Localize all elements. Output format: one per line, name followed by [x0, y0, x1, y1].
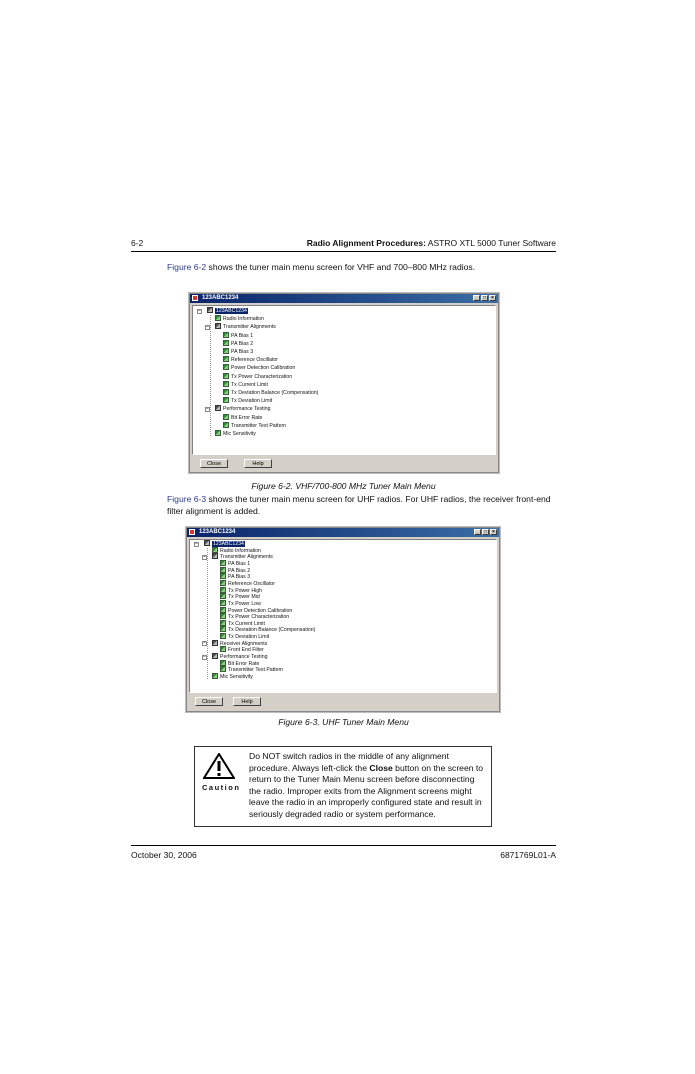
tree-item-label: Tx Power Characterization — [231, 373, 293, 380]
caution-line: seriously degraded radio or system performance. — [249, 808, 436, 819]
maximize-icon[interactable]: □ — [483, 529, 488, 535]
alignment-icon — [223, 332, 229, 338]
window-title-bar — [190, 294, 498, 303]
tree-item-label: Tx Deviation Balance (Compensation) — [228, 627, 316, 634]
alignment-icon — [223, 414, 229, 420]
tree-item[interactable] — [223, 356, 278, 364]
tree-item-label: Tx Power Characterization — [228, 614, 290, 621]
tree-item-label: PA Bias 3 — [231, 349, 254, 355]
tree-item[interactable] — [223, 348, 253, 356]
collapse-icon[interactable]: − — [203, 653, 206, 660]
tree-item[interactable] — [223, 422, 286, 430]
tree-item[interactable] — [223, 381, 268, 389]
tree-item-label: Transmitter Test Pattern — [231, 422, 287, 429]
tree-item[interactable] — [223, 340, 253, 348]
running-header-bold: Radio Alignment Procedures: — [306, 238, 426, 248]
close-button[interactable]: Close — [200, 459, 228, 468]
close-icon[interactable]: × — [489, 295, 496, 301]
tree-item[interactable] — [223, 332, 253, 340]
tree-item-label: Reference Oscillator — [231, 357, 278, 364]
intro-2-text-line1: shows the tuner main menu screen for UHF radios. For UHF radios, the receiver front-end — [206, 494, 551, 504]
tree-item-label: Performance Testing — [223, 406, 271, 413]
alignment-icon — [220, 633, 226, 639]
caution-text — [249, 751, 489, 820]
tree-item-label: PA Bias 3 — [228, 574, 251, 581]
tree-item-label: Receiver Alignments — [220, 640, 268, 647]
figure-6-3-caption: Figure 6-3. UHF Tuner Main Menu — [278, 717, 409, 727]
alignment-icon — [220, 666, 226, 672]
folder-icon — [212, 640, 218, 646]
tree-item-label: Mic Sensitivity — [223, 431, 256, 437]
tree-item-label: Radio Information — [223, 316, 264, 323]
alignment-icon — [223, 373, 229, 379]
app-icon — [189, 529, 195, 535]
tree-item-label: Tx Deviation Balance (Compensation) — [231, 390, 319, 396]
alignment-icon — [223, 356, 229, 362]
close-button[interactable]: Close — [195, 697, 223, 706]
tree-item[interactable] — [215, 315, 264, 323]
caution-label: Caution — [202, 783, 241, 792]
collapse-icon[interactable]: − — [203, 553, 206, 560]
alignment-icon — [220, 567, 226, 573]
alignment-icon — [215, 430, 221, 436]
caution-line: leave the radio in an improperly configured state and result in — [249, 797, 482, 807]
close-icon[interactable]: × — [490, 529, 497, 535]
tree-item[interactable] — [215, 430, 256, 438]
collapse-icon[interactable]: − — [206, 405, 209, 412]
alignment-icon — [220, 580, 226, 586]
radio-icon — [204, 540, 210, 546]
alignment-icon — [215, 315, 221, 321]
help-button[interactable]: Help — [233, 697, 261, 706]
maximize-icon[interactable]: □ — [482, 295, 487, 301]
collapse-icon[interactable]: − — [195, 540, 198, 547]
radio-icon — [207, 307, 213, 313]
intro-1-text: shows the tuner main menu screen for VHF and 700–800 MHz radios. — [206, 262, 476, 272]
tree-item[interactable] — [215, 405, 270, 413]
tree-item-label: Power Detection Calibration — [231, 365, 296, 372]
alignment-icon — [223, 397, 229, 403]
alignment-icon — [220, 620, 226, 626]
tree-item-label: PA Bias 1 — [228, 560, 251, 567]
tree-item-label: Tx Power Mid — [228, 594, 260, 601]
tree-item-label: Transmitter Alignments — [223, 324, 276, 331]
tree-item-label: Transmitter Alignments — [220, 554, 273, 561]
window-title: 123ABC1234 — [202, 295, 239, 301]
tree-item-label: Reference Oscillator — [228, 580, 275, 587]
folder-icon — [212, 553, 218, 559]
footer-doc-number: 6871769L01-A — [500, 850, 556, 860]
tree-item[interactable] — [223, 373, 292, 381]
tuner-window-uhf — [186, 527, 500, 712]
alignment-icon — [223, 389, 229, 395]
caution-line-part: button on the screen to — [392, 762, 484, 773]
alignment-icon — [223, 348, 229, 354]
caution-box — [194, 746, 492, 827]
tree-item-label: Tx Deviation Limit — [228, 634, 270, 641]
folder-icon — [215, 405, 221, 411]
tree-item-label: Tx Deviation Limit — [231, 398, 273, 405]
header-rule — [131, 251, 556, 252]
caution-line-part: procedure. Always left-click the — [249, 762, 370, 773]
tree-item-label: Bit Error Rate — [231, 414, 263, 421]
running-header — [307, 238, 556, 248]
collapse-icon[interactable]: − — [206, 323, 209, 330]
tree-guide-line — [210, 315, 211, 436]
collapse-icon[interactable]: − — [198, 307, 201, 314]
warning-triangle-icon — [203, 753, 235, 779]
alignment-icon — [220, 600, 226, 606]
caution-line: the radio. Improper exits from the Alignment screens might — [249, 785, 472, 796]
alignment-icon — [223, 422, 229, 428]
tree-root[interactable] — [207, 307, 248, 315]
intro-paragraph-1 — [167, 262, 475, 274]
help-button[interactable]: Help — [244, 459, 272, 468]
tree-guide-line — [207, 548, 208, 679]
footer-date: October 30, 2006 — [131, 850, 197, 860]
window-title-bar — [187, 528, 499, 537]
tree-item-label: PA Bias 2 — [231, 340, 254, 347]
tree-item-label: Power Detection Calibration — [228, 607, 293, 614]
tree-item-label: Mic Sensitivity — [220, 674, 253, 680]
tree-item-label: PA Bias 1 — [231, 332, 254, 339]
folder-icon — [215, 323, 221, 329]
alignment-icon — [220, 660, 226, 666]
tree-item-label: Front End Filter — [228, 647, 264, 654]
caution-line: Do NOT switch radios in the middle of any alignment — [249, 751, 449, 761]
alignment-icon — [223, 381, 229, 387]
collapse-icon[interactable]: − — [203, 640, 206, 647]
intro-2-text-line2: filter alignment is added. — [167, 505, 261, 516]
tree-item[interactable] — [223, 414, 262, 422]
figure-6-2-link[interactable]: Figure 6-2 — [167, 262, 207, 272]
minimize-icon[interactable]: _ — [473, 295, 480, 301]
alignment-icon — [220, 587, 226, 593]
window-title: 123ABC1234 — [199, 529, 236, 535]
tree-item-label: Tx Current Limit — [228, 620, 265, 627]
tree-item[interactable] — [223, 397, 272, 405]
alignment-icon — [212, 673, 218, 679]
tree-item[interactable] — [212, 673, 253, 681]
tree-root-label: 123ABC1234 — [216, 308, 247, 314]
tree-root-label: 123ABC1234 — [213, 541, 244, 547]
tree-item-label: Bit Error Rate — [228, 660, 260, 667]
alignment-icon — [220, 573, 226, 579]
alignment-icon — [220, 646, 226, 652]
caution-close-term: Close — [369, 762, 393, 773]
page-number: 6-2 — [131, 238, 144, 248]
tuner-window-vhf — [189, 293, 499, 473]
tree-pane — [192, 305, 496, 455]
tree-pane — [189, 539, 497, 693]
footer-rule — [131, 845, 556, 846]
tree-item-label: Tx Current Limit — [231, 381, 268, 388]
alignment-icon — [220, 613, 226, 619]
alignment-icon — [220, 626, 226, 632]
tree-item[interactable] — [215, 323, 276, 331]
tree-item-label: Tx Power High — [228, 587, 263, 594]
tree-item-label: Performance Testing — [220, 654, 268, 661]
caution-line: return to the Tuner Main Menu screen before disconnecting — [249, 774, 475, 784]
figure-6-2-caption: Figure 6-2. VHF/700-800 MHz Tuner Main Menu — [251, 481, 436, 491]
running-header-rest: ASTRO XTL 5000 Tuner Software — [425, 238, 556, 248]
alignment-icon — [220, 607, 226, 613]
caution-line — [249, 763, 489, 775]
tree-item-label: Transmitter Test Pattern — [228, 667, 284, 674]
alignment-icon — [223, 364, 229, 370]
app-icon — [192, 295, 198, 301]
alignment-icon — [223, 340, 229, 346]
intro-paragraph-2 — [167, 494, 567, 517]
alignment-icon — [220, 593, 226, 599]
alignment-icon — [220, 560, 226, 566]
minimize-icon[interactable]: _ — [474, 529, 481, 535]
menu-tree — [193, 306, 493, 452]
figure-6-3-link[interactable]: Figure 6-3 — [167, 494, 207, 504]
tree-item[interactable] — [223, 389, 318, 397]
tree-item-label: PA Bias 2 — [228, 567, 251, 574]
alignment-icon — [212, 547, 218, 553]
tree-item[interactable] — [223, 364, 295, 372]
menu-tree — [190, 540, 494, 690]
tree-item-label: Radio Information — [220, 547, 261, 554]
folder-icon — [212, 653, 218, 659]
tree-item-label: Tx Power Low — [228, 600, 261, 607]
